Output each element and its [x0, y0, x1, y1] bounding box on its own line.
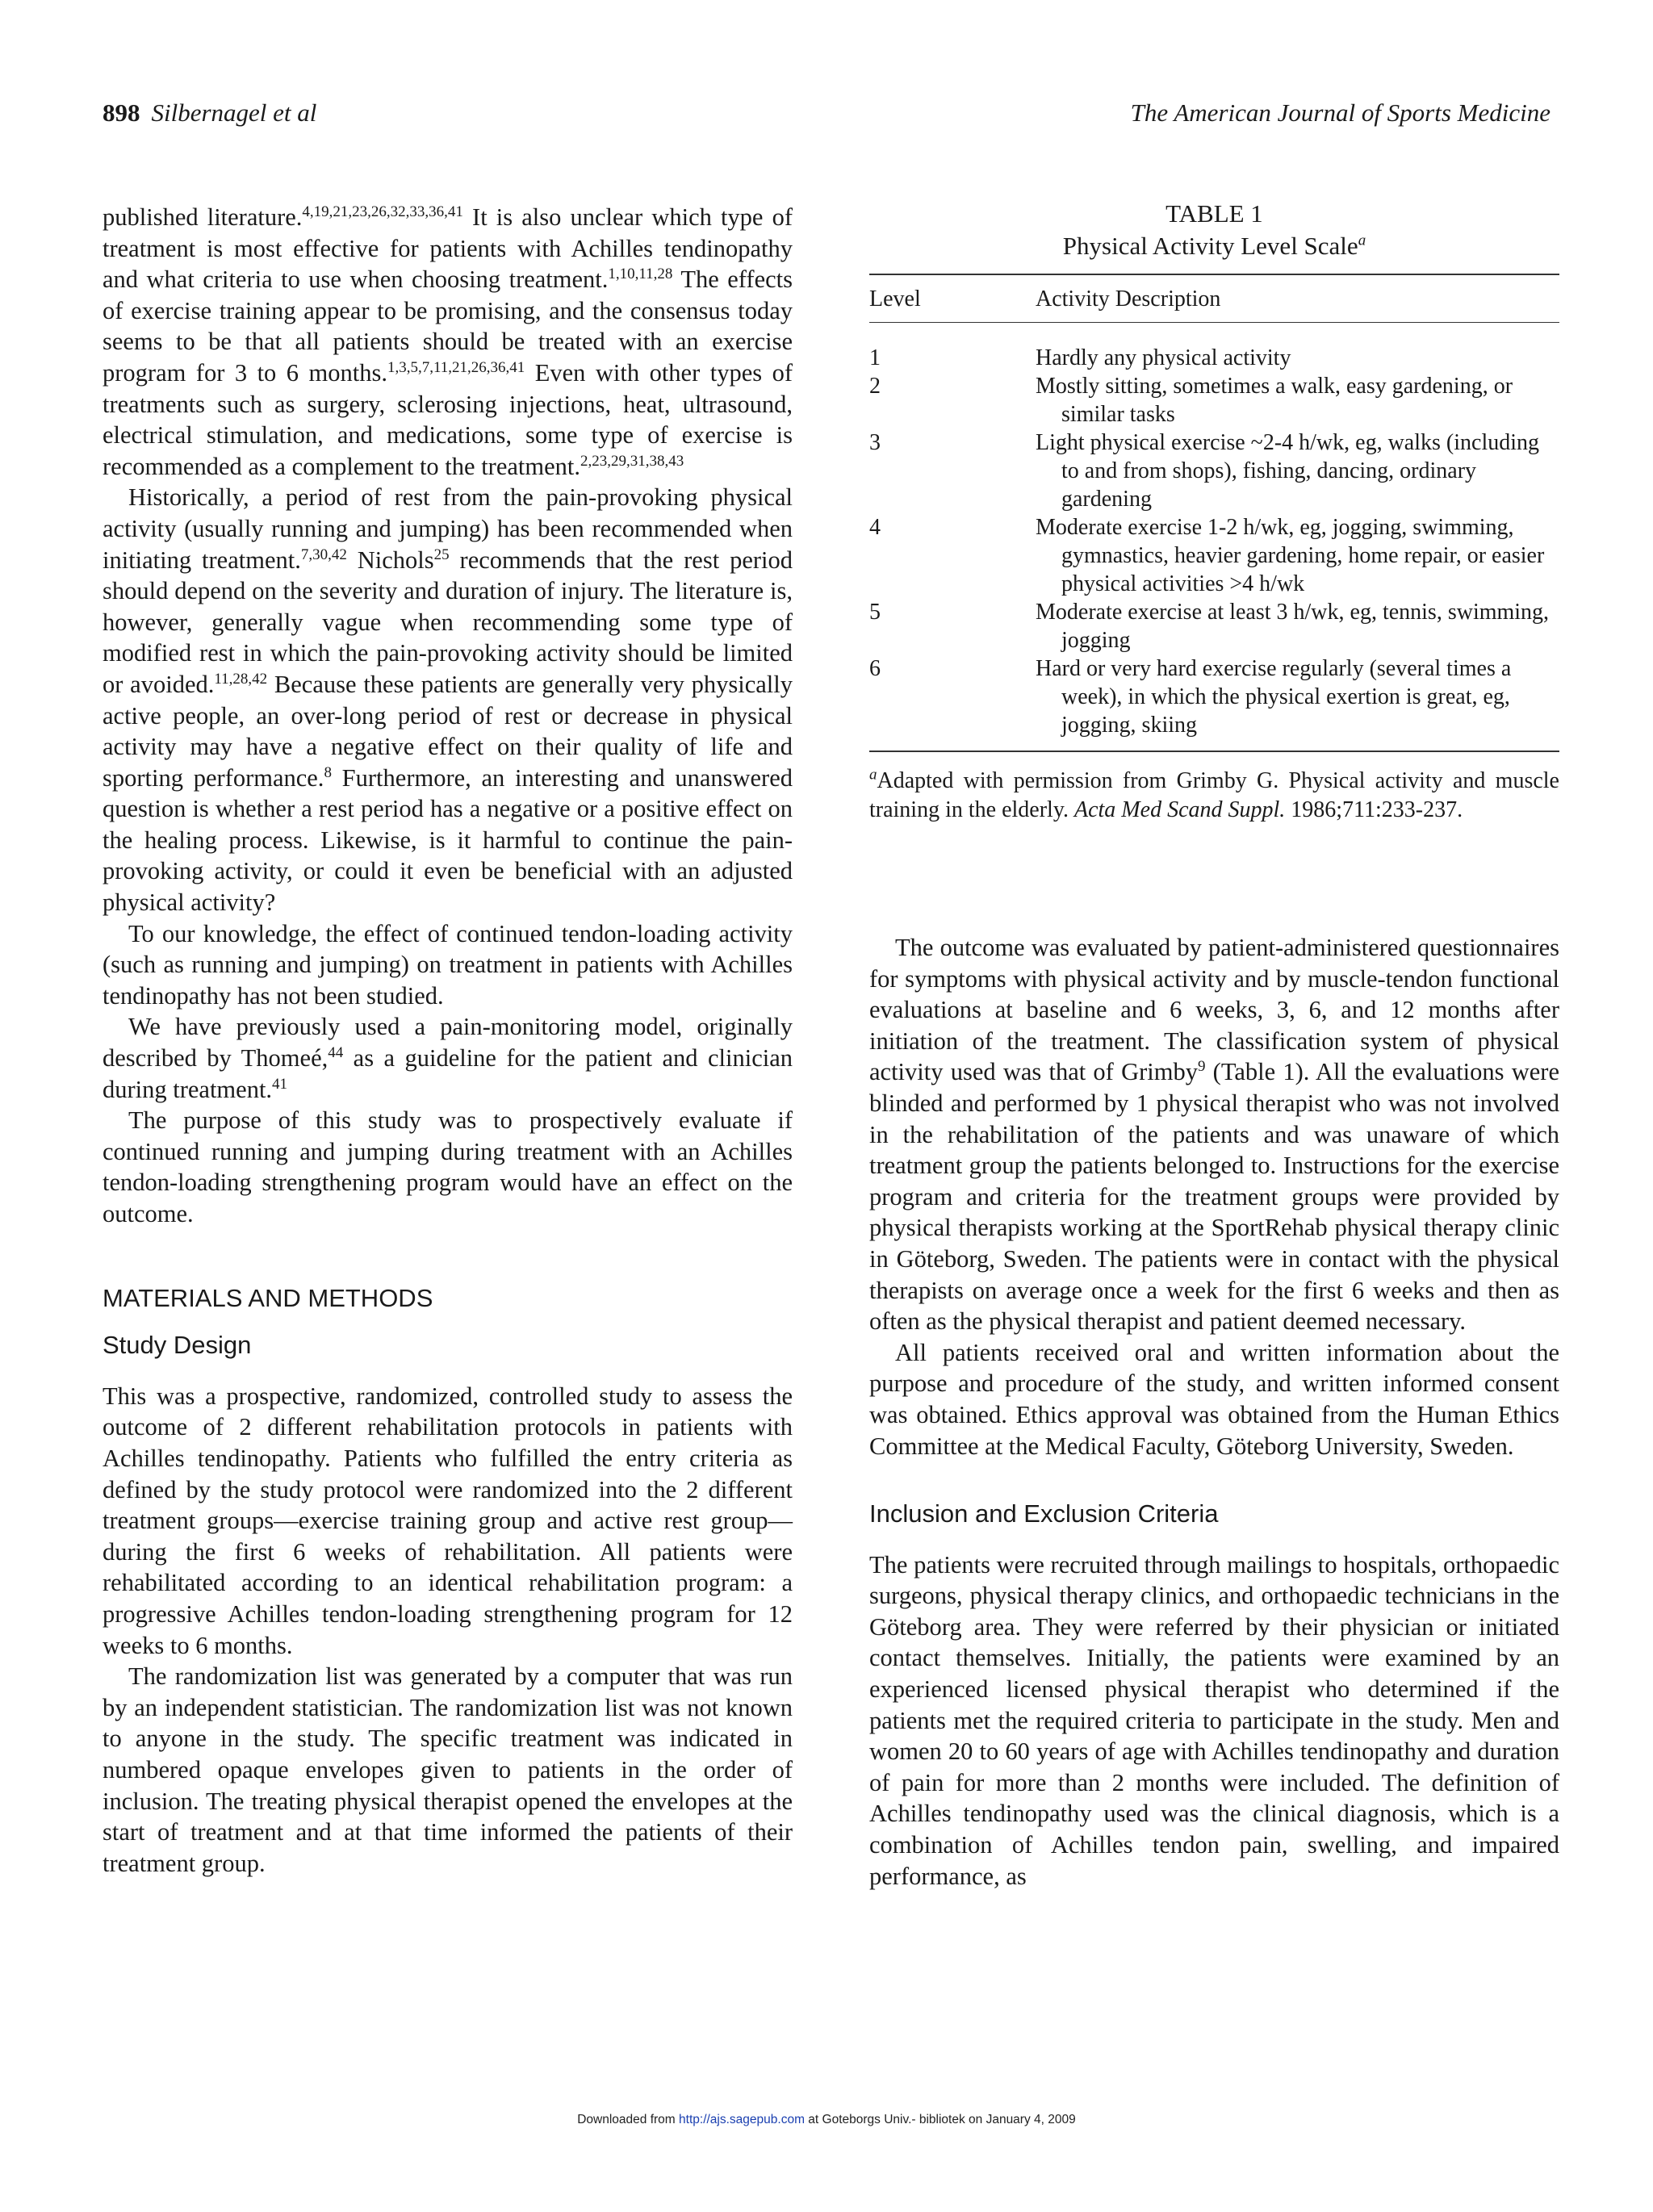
paragraph: The patients were recruited through mailings to hospitals, orthopaedic surgeons, physical therapy clinics, and orthopaedic technicians in the Göteborg area. They were referred by their physician or initiated contact themselves. Initially, the patients were examined by an experienced licensed physical therapist who determined if the patients met the required criteria to participate in the study. Men and women 20 to 60 years of age with Achilles tendinopathy and duration of pain for more than 2 months were included. The definition of Achilles tendinopathy used was the clinical diagnosis, which is a combination of Achilles tendon pain, swelling, and impaired performance, as — [869, 1550, 1559, 1890]
left-column — [103, 202, 793, 1879]
table-title: Physical Activity Level Scale$^a$ — [1062, 232, 1366, 260]
running-header-left — [103, 98, 316, 128]
table-header-row — [869, 275, 1559, 314]
column-header-level: Level — [869, 286, 921, 312]
table-body — [869, 323, 1559, 739]
subsection-heading-inclusion: Inclusion and Exclusion Criteria — [869, 1499, 1219, 1528]
paragraph: All patients received oral and written information about the purpose and procedure of the study, and written informed consent was obtained. Ethics approval was obtained from the Human Ethics Committee at the Medical Faculty, Göteborg University, Sweden. — [869, 1338, 1559, 1460]
paragraph: We have previously used a pain-monitoring model, originally described by Thomeé,$^{44}$ as a guideline for the patient and clinician during treatment.$^{41}$ — [103, 1013, 793, 1103]
table-row: 5 Moderate exercise at least 3 h/wk, eg, tennis, swimming, jogging — [869, 600, 1550, 653]
paragraph: published literature.$^{4,19,21,23,26,32,33,36,41}$ It is also unclear which type of treatment is most effective for patients with Achilles tendinopathy and what criteria to use when choosing treatment.$^{1,10,11,28}$ The effects of exercise training appear to be promising, and the consensus today seems to be that all patients should be treated with an exercise program for 3 to 6 months.$^{1,3,5,7,11,21,26,36,41}$ Even with other types of treatments such as surgery, sclerosing injections, heat, ultrasound, electrical stimulation, and medications, some type of exercise is recommended as a complement to the treatment.$^{2,23,29,31,38,43}$ — [103, 203, 793, 480]
table-1 — [869, 198, 1559, 824]
page-number: 898 — [103, 98, 140, 127]
right-column — [869, 932, 1559, 1892]
table-number: TABLE 1 — [1165, 199, 1263, 228]
table-row: 6 Hard or very hard exercise regularly (several times a week), in which the physical exertion is great, eg, jogging, skiing — [869, 656, 1512, 738]
table-bottom-rule — [869, 751, 1559, 752]
running-journal-title: The American Journal of Sports Medicine — [1130, 98, 1550, 127]
paragraph: The randomization list was generated by a computer that was run by an independent statistician. The randomization list was not known to anyone in the study. The specific treatment was indicated in numbered opaque envelopes given to patients in the order of inclusion. The treating physical therapist opened the envelopes at the start of treatment and at that time informed the patients of their treatment group. — [103, 1662, 793, 1877]
download-footer: Downloaded from http://ajs.sagepub.com at Goteborgs Univ.- bibliotek on January 4, 2009 — [577, 2113, 1076, 2126]
table-row: 3 Light physical exercise ~2-4 h/wk, eg, walks (including to and from shops), fishing, dancing, ordinary gardening — [869, 430, 1539, 512]
table-footnote: $^a$Adapted with permission from Grimby G. Physical activity and muscle training in the elderly. Acta Med Scand Suppl. 1986;711:233-237. — [869, 766, 1559, 822]
paragraph: The purpose of this study was to prospectively evaluate if continued running and jumping during treatment with an Achilles tendon-loading strengthening program would have an effect on the outcome. — [103, 1106, 793, 1227]
section-heading-methods: MATERIALS AND METHODS — [103, 1283, 433, 1312]
running-authors: Silbernagel et al — [151, 98, 317, 127]
column-header-description: Activity Description — [1036, 286, 1221, 312]
source-link[interactable]: http://ajs.sagepub.com — [679, 2113, 805, 2126]
table-row: 4 Moderate exercise 1-2 h/wk, eg, jogging, swimming, gymnastics, heavier gardening, home repair, or easier physical activities >4 h/wk — [869, 515, 1545, 596]
paragraph: The outcome was evaluated by patient-administered questionnaires for symptoms with physical activity and by muscle-tendon functional evaluations at baseline and 6 weeks, 3, 6, and 12 months after initiation of the treatment. The classification system of physical activity used was that of Grimby$^9$ (Table 1). All the evaluations were blinded and performed by 1 physical therapist who was not involved in the rehabilitation of the patients and was unaware of which treatment group the patients belonged to. Instructions for the exercise program and criteria for the treatment groups were provided by physical therapists working at the SportRehab physical therapy clinic in Göteborg, Sweden. The patients were in contact with the physical therapists on average once a week for the first 6 weeks and then as often as the physical therapist and patient deemed necessary. — [869, 934, 1559, 1336]
subsection-heading-study-design: Study Design — [103, 1331, 252, 1360]
table-row: 1 Hardly any physical activity — [869, 345, 1291, 370]
paragraph: Historically, a period of rest from the pain-provoking physical activity (usually running and jumping) has been recommended when initiating treatment.$^{7,30,42}$ Nichols$^{25}$ recommends that the rest period should depend on the severity and duration of injury. The literature is, however, generally vague when recommending some type of modified rest in which the pain-provoking activity should be limited or avoided.$^{11,28,42}$ Because these patients are generally very physically active people, an over-long period of rest or decrease in physical activity may have a negative effect on their quality of life and sporting performance.$^8$ Furthermore, an interesting and unanswered question is whether a rest period has a negative or a positive effect on the healing process. Likewise, is it harmful to continue the pain-provoking activity, or could it even be beneficial with an adjusted physical activity? — [103, 483, 793, 917]
table-row: 2 Mostly sitting, sometimes a walk, easy gardening, or similar tasks — [869, 374, 1513, 427]
paragraph: This was a prospective, randomized, controlled study to assess the outcome of 2 different rehabilitation protocols in patients with Achilles tendinopathy. Patients who fulfilled the entry criteria as defined by the study protocol were randomized into the 2 different treatment groups—exercise training group and active rest group—during the first 6 weeks of rehabilitation. All patients were rehabilitated according to an identical rehabilitation program: a progressive Achilles tendon-loading strengthening program for 12 weeks to 6 months. — [103, 1382, 793, 1659]
paragraph: To our knowledge, the effect of continued tendon-loading activity (such as running and jumping) on treatment in patients with Achilles tendinopathy has not been studied. — [103, 919, 793, 1010]
